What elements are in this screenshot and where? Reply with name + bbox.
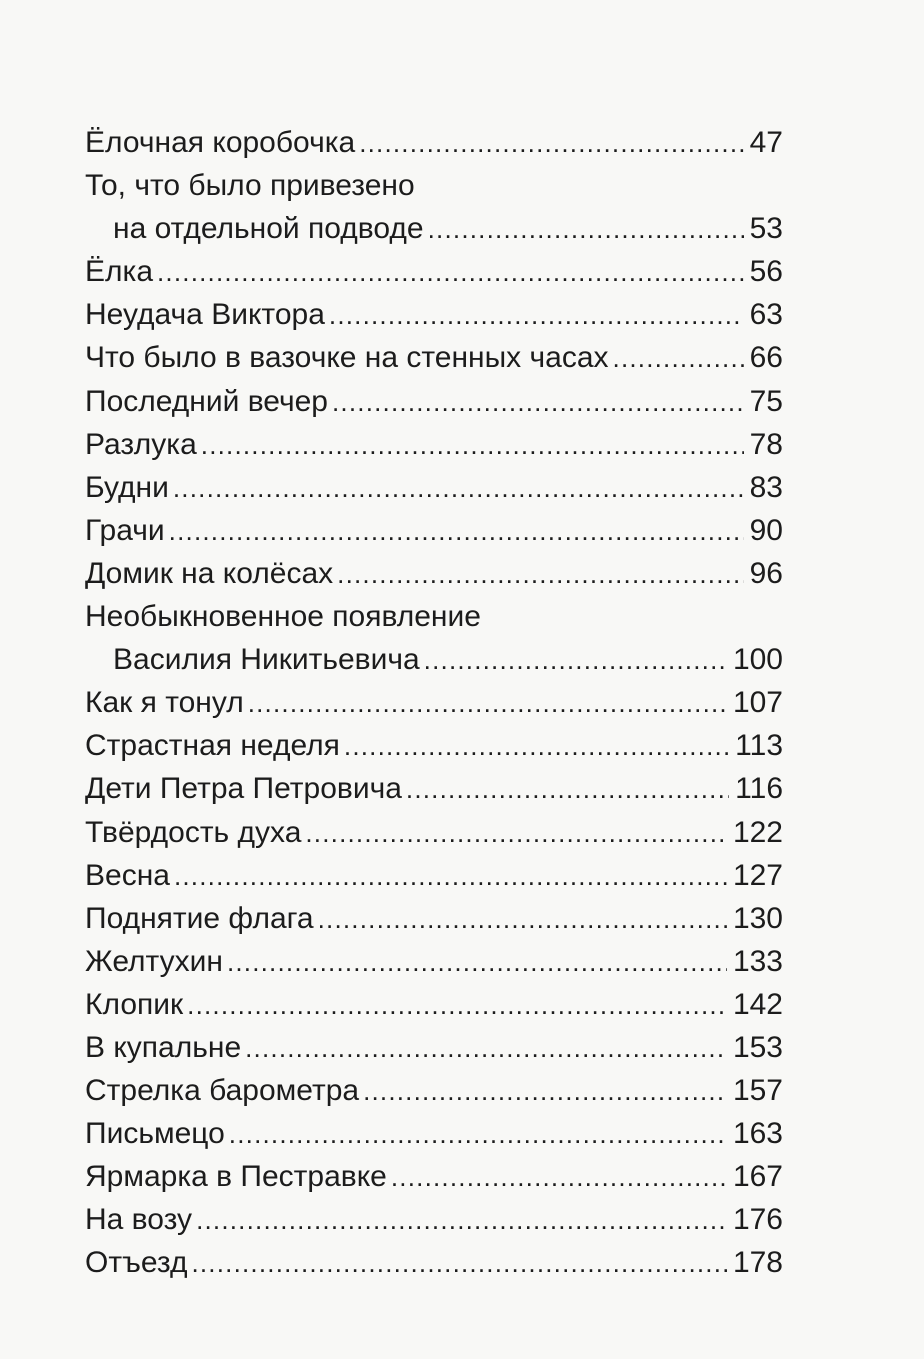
toc-entry-page-number: 167 (732, 1160, 783, 1194)
toc-entry-title: Как я тонул (85, 686, 244, 720)
toc-entry-page-number: 47 (749, 126, 783, 159)
dot-leader (191, 1242, 726, 1284)
dot-leader (169, 510, 744, 552)
toc-entry-page-number: 130 (732, 901, 783, 935)
dot-leader (329, 294, 744, 336)
toc-entry (85, 854, 783, 897)
toc-entry-line (85, 121, 783, 164)
toc-entry-title: Поднятие флага (85, 901, 314, 935)
toc-entry-title: Будни (85, 470, 169, 504)
toc-entry-page-number: 113 (735, 729, 783, 763)
toc-entry-page-number: 178 (732, 1246, 783, 1280)
toc-entry-line (85, 1026, 783, 1069)
dot-leader (363, 1070, 727, 1112)
toc-entry-line (85, 1069, 783, 1112)
toc-entry (85, 1155, 783, 1198)
toc-entry-page-number: 176 (732, 1203, 783, 1237)
dot-leader (424, 639, 727, 681)
toc-entry-page-number: 116 (735, 772, 783, 806)
toc-entry-line (85, 940, 783, 983)
dot-leader (391, 1156, 727, 1198)
toc-entry-title: На возу (85, 1203, 193, 1237)
dot-leader (229, 1113, 727, 1155)
toc-entry-title: Весна (85, 858, 170, 892)
toc-entry-line (85, 854, 783, 897)
toc-entry-line (85, 811, 783, 854)
toc-entry-line (85, 423, 783, 466)
toc-entry-title: Ярмарка в Пестравке (85, 1160, 387, 1194)
toc-entry-title: на отдельной подводе (113, 212, 424, 246)
toc-entry (85, 811, 783, 854)
toc-entry-title: Грачи (85, 513, 165, 547)
dot-leader (359, 122, 743, 164)
toc-entry (85, 250, 783, 293)
dot-leader (613, 337, 744, 379)
toc-entry-line (85, 897, 783, 940)
toc-entry (85, 293, 783, 336)
toc-entry (85, 595, 783, 681)
toc-entry-title: Последний вечер (85, 384, 328, 418)
toc-entry (85, 121, 783, 164)
toc-entry-line (85, 336, 783, 379)
toc-entry-line (85, 983, 783, 1026)
toc-entry-title: Желтухин (85, 944, 223, 978)
toc-entry-line (85, 1155, 783, 1198)
toc-entry-title: Отъезд (85, 1246, 188, 1280)
toc-entry (85, 1026, 783, 1069)
toc-entry (85, 1112, 783, 1155)
toc-entry-title: Ёлочная коробочка (85, 126, 356, 159)
toc-entry-title: Клопик (85, 987, 184, 1021)
toc-entry-title: Неудача Виктора (85, 298, 325, 332)
toc-entry (85, 724, 783, 767)
dot-leader (227, 941, 727, 983)
toc-entry (85, 509, 783, 552)
toc-entry-line (85, 552, 783, 595)
dot-leader (332, 381, 744, 423)
toc-entry (85, 897, 783, 940)
toc-entry (85, 1241, 783, 1284)
dot-leader (173, 467, 744, 509)
toc-entry-title: Ёлка (85, 255, 153, 289)
toc-entry-page-number: 157 (732, 1074, 783, 1108)
toc-entry-line (85, 724, 783, 767)
toc-entry (85, 681, 783, 724)
dot-leader (157, 251, 744, 293)
toc-entry (85, 380, 783, 423)
toc-entry-line (85, 681, 783, 724)
toc-entry-page-number: 75 (749, 384, 783, 418)
dot-leader (174, 855, 727, 897)
toc-entry (85, 336, 783, 379)
dot-leader (305, 812, 727, 854)
dot-leader (187, 984, 727, 1026)
toc-entry-title: Что было в вазочке на стенных часах (85, 341, 609, 375)
table-of-contents (85, 121, 783, 1285)
dot-leader (318, 898, 727, 940)
toc-entry-title: Страстная неделя (85, 729, 340, 763)
toc-entry-line (85, 595, 783, 638)
toc-entry-title: Домик на колёсах (85, 556, 334, 590)
toc-entry (85, 164, 783, 250)
dot-leader (344, 725, 729, 767)
toc-entry-line (85, 466, 783, 509)
toc-entry-page-number: 66 (749, 341, 783, 375)
toc-entry-page-number: 153 (732, 1030, 783, 1064)
toc-entry-line (85, 250, 783, 293)
dot-leader (428, 208, 744, 250)
dot-leader (196, 1199, 727, 1241)
toc-entry-page-number: 107 (732, 686, 783, 720)
toc-entry (85, 1069, 783, 1112)
toc-entry-line (85, 509, 783, 552)
toc-entry-page-number: 96 (749, 556, 783, 590)
toc-entry-title: Необыкновенное появление (85, 600, 481, 634)
toc-entry-page-number: 53 (749, 212, 783, 246)
toc-entry-page-number: 100 (732, 643, 783, 677)
toc-entry-line (85, 767, 783, 810)
toc-entry-page-number: 142 (732, 987, 783, 1021)
toc-entry (85, 940, 783, 983)
toc-entry-page-number: 78 (749, 427, 783, 461)
toc-entry (85, 1198, 783, 1241)
toc-entry (85, 983, 783, 1026)
toc-entry (85, 552, 783, 595)
toc-entry-title: Письмецо (85, 1117, 225, 1151)
dot-leader (337, 553, 743, 595)
toc-entry-title: Дети Петра Петровича (85, 772, 402, 806)
toc-entry-title: В купальне (85, 1030, 242, 1064)
toc-entry-line (85, 1112, 783, 1155)
toc-entry-line (85, 1198, 783, 1241)
toc-entry-title: Разлука (85, 427, 197, 461)
toc-entry-line (85, 380, 783, 423)
toc-entry-title: Василия Никитьевича (113, 643, 420, 677)
toc-entry (85, 767, 783, 810)
toc-entry-title: Твёрдость духа (85, 815, 302, 849)
toc-entry-line (85, 1241, 783, 1284)
toc-entry-title: То, что было привезено (85, 169, 415, 203)
toc-entry (85, 423, 783, 466)
toc-entry (85, 466, 783, 509)
dot-leader (201, 424, 744, 466)
toc-entry-continuation-line (85, 207, 783, 250)
toc-entry-page-number: 133 (732, 944, 783, 978)
toc-entry-page-number: 127 (732, 858, 783, 892)
toc-entry-continuation-line (85, 638, 783, 681)
toc-entry-page-number: 122 (732, 815, 783, 849)
toc-entry-line (85, 293, 783, 336)
toc-entry-line (85, 164, 783, 207)
toc-entry-page-number: 163 (732, 1117, 783, 1151)
dot-leader (406, 768, 729, 810)
toc-entry-title: Стрелка барометра (85, 1074, 360, 1108)
toc-entry-page-number: 83 (749, 470, 783, 504)
dot-leader (248, 682, 727, 724)
toc-entry-page-number: 56 (749, 255, 783, 289)
dot-leader (245, 1027, 727, 1069)
toc-entry-page-number: 63 (749, 298, 783, 332)
toc-entry-page-number: 90 (749, 513, 783, 547)
